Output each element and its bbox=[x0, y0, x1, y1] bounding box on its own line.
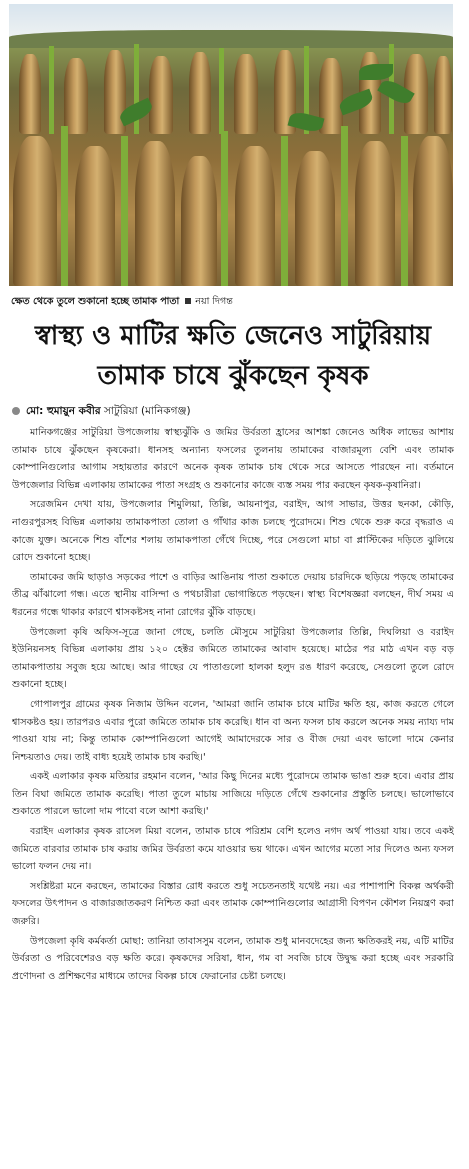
paragraph: মানিকগঞ্জের সাটুরিয়া উপজেলায় স্বাস্থ্যঝুঁকি ও জমির উর্বরতা হ্রাসের আশঙ্কা জেনেও অধিক লাভের আশায় তামাক চাষে ঝুঁকছেন কৃষকেরা। ধানসহ অন্যান্য ফসলের তুলনায় তামাকের বাজারমূল্য বেশি এবং তামাক কোম্পানিগুলোর আগাম সহায়তার কারণে অনেক কৃষক তামাক চাষ থেকে সরে আসতে পারছেন না। বর্তমানে উপজেলার বিভিন্ন এলাকায় তামাকের পাতা সংগ্রহ ও শুকানোর কাজে ব্যস্ত সময় পার করছেন কৃষক-কৃষানিরা। bbox=[12, 427, 454, 491]
front-row bbox=[9, 124, 453, 286]
headline bbox=[10, 316, 456, 396]
caption-text: ক্ষেত থেকে তুলে শুকানো হচ্ছে তামাক পাতা bbox=[11, 296, 180, 307]
paragraph: সরেজমিন দেখা যায়, উপজেলার শিমুলিয়া, তিল্লি, আয়নাপুর, বরাইদ, আগ সাভার, উত্তর ছনকা, কৌড়ি, নাগুরপুরসহ বিভিন্ন এলাকায় তামাকপাতা তোলা ও গাঁথার কাজ চলছে পুরোদমে। শিশু থেকে শুরু করে বৃদ্ধরাও এ কাজে যুক্ত। অনেকে শিশু বাঁশের শলায় তামাকপাতা গেঁথে দিচ্ছে, পরে সেগুলো মাচা বা প্লাস্টিকের দড়িতে ঝুলিয়ে রোদে শুকানো হচ্ছে। bbox=[12, 499, 454, 564]
paragraph: উপজেলা কৃষি অফিস-সূত্রে জানা গেছে, চলতি মৌসুমে সাটুরিয়া উপজেলার তিল্লি, দিঘলিয়া ও বরাইদ ইউনিয়নসহ বিভিন্ন এলাকায় প্রায় ১২০ হেক্টর জমিতে তামাকের আবাদ হয়েছে। মাঠের পর মাঠ এখন বড় বড় তামাকপাতায় সবুজ হয়ে আছে। আর গাছের যে পাতাগুলো হালকা হলুদ রঙ ধারণ করেছে, সেগুলো তুলে রোদে শুকানো হচ্ছে। bbox=[12, 626, 454, 691]
circle-bullet-icon bbox=[12, 407, 20, 415]
byline-location: সাটুরিয়া (মানিকগঞ্জ) bbox=[104, 405, 191, 417]
caption-credit: নয়া দিগন্ত bbox=[195, 296, 233, 307]
paragraph: তামাকের জমি ছাড়াও সড়কের পাশে ও বাড়ির আঙিনায় পাতা শুকাতে দেয়ায় চারদিকে ছড়িয়ে পড়ছে তামাকের তীব্র ঝাঁঝালো গন্ধ। এতে স্থানীয় বাসিন্দা ও পথচারীরা ভোগান্তিতে পড়ছেন। স্বাস্থ্য বিশেষজ্ঞরা বলছেন, দীর্ঘ সময় এ ধরনের গন্ধে থাকার কারণে শ্বাসকষ্টসহ নানা রোগের ঝুঁকি বাড়ছে। bbox=[12, 571, 454, 618]
square-bullet-icon bbox=[185, 298, 191, 304]
paragraph: উপজেলা কৃষি কর্মকর্তা মোছা: তানিয়া তাবাসসুম বলেন, তামাক শুধু মানবদেহের জন্য ক্ষতিকরই নয়, এটি মাটির উর্বরতা ও পরিবেশেরও বড় ক্ষতি করে। কৃষকদের সরিষা, ধান, গম বা সবজি চাষে উদ্বুদ্ধ করা হচ্ছে এবং সরকারি প্রণোদনা ও প্রশিক্ষণের মাধ্যমে তাদের বিকল্প চাষে ফেরানোর চেষ্টা চলছে। bbox=[12, 935, 454, 982]
paragraph: গোপালপুর গ্রামের কৃষক নিজাম উদ্দিন বলেন, 'আমরা জানি তামাক চাষে মাটির ক্ষতি হয়, কাজ করতে গেলে শ্বাসকষ্টও হয়। তারপরও এবার পুরো জমিতে তামাক চাষ করেছি। ধান বা অন্য ফসল চাষ করলে অনেক সময় ন্যায্য দাম পাওয়া যায় না; কিন্তু তামাক কোম্পানিগুলো আগেই আমাদেরকে সার ও বীজ দেয়া এবং ভালো দামে কেনার নিশ্চয়তাও দেয়। তাই বাধ্য হয়েই তামাক চাষ করছি।' bbox=[12, 698, 454, 763]
article-body bbox=[12, 424, 454, 1164]
paragraph: সংশ্লিষ্টরা মনে করছেন, তামাকের বিস্তার রোধ করতে শুধু সচেতনতাই যথেষ্ট নয়। এর পাশাপাশি বিকল্প অর্থকরী ফসলের উৎপাদন ও বাজারজাতকরণ নিশ্চিত করা এবং তামাক কোম্পানিগুলোর আগ্রাসী বিপণন কৌশল নিয়ন্ত্রণ করা জরুরি। bbox=[12, 880, 454, 928]
paragraph: বরাইদ এলাকার কৃষক রাসেল মিয়া বলেন, তামাক চাষে পরিশ্রম বেশি হলেও নগদ অর্থ পাওয়া যায়। তবে একই জমিতে বারবার তামাক চাষ করায় জমির উর্বরতা কমে যাওয়ার ভয় থাকে। এখন আগের মতো সার দিলেও অন্য ফসল ভালো ফলন দেয় না। bbox=[12, 826, 454, 873]
tobacco-field-photo bbox=[9, 4, 453, 286]
paragraph: একই এলাকার কৃষক মতিয়ার রহমান বলেন, 'আর কিছু দিনের মধ্যে পুরোদমে তামাক ভাঙা শুরু হবে। এবার প্রায় তিন বিঘা জমিতে তামাক করেছি। পাতা তুলে মাচায় সাজিয়ে দড়িতে গেঁথে শুকানোর প্রস্তুতি চলছে। ভালোভাবে শুকাতে পারলে ভালো দাম পাবো বলে আশা করছি।' bbox=[12, 771, 454, 818]
headline-line-1: স্বাস্থ্য ও মাটির ক্ষতি জেনেও সাটুরিয়ায় bbox=[34, 321, 432, 351]
headline-line-2: তামাক চাষে ঝুঁকছেন কৃষক bbox=[97, 361, 369, 391]
byline bbox=[12, 402, 452, 420]
photo-caption bbox=[11, 294, 451, 310]
byline-author: মো: হুমায়ুন কবীর bbox=[26, 405, 101, 417]
